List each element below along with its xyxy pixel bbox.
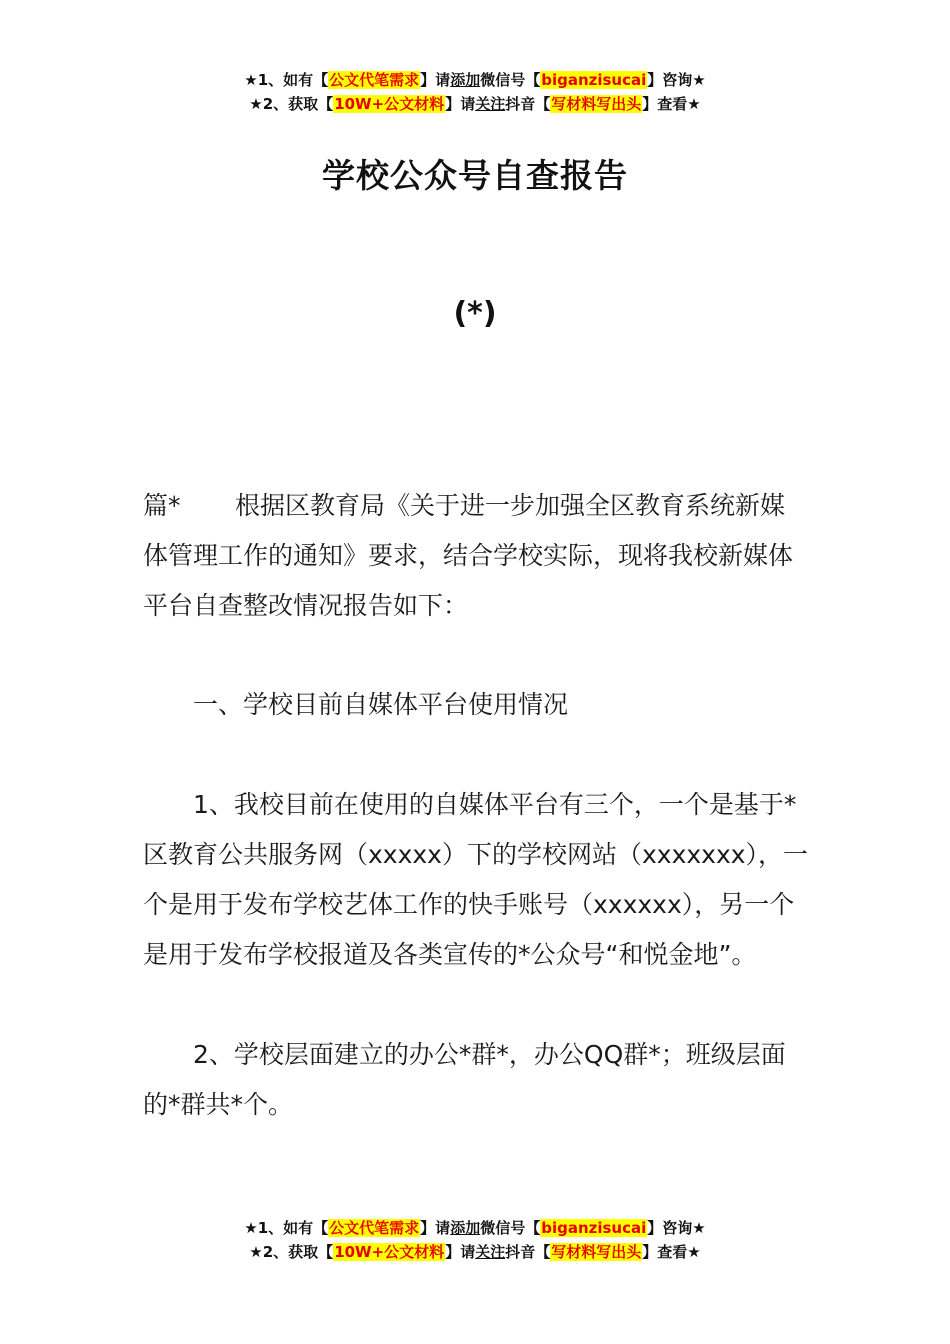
footer-line-2-highlight-douyin: 写材料写出头 xyxy=(551,1243,642,1261)
footer-line-2-mid: 】请 xyxy=(445,1243,476,1261)
banner-line-1-highlight-service: 公文代笔需求 xyxy=(329,71,420,89)
footer-line-2-highlight-materials: 10W+公文材料 xyxy=(334,1243,445,1261)
banner-line-1-underlined: 添加 xyxy=(450,71,481,89)
banner-line-1-mid: 】请 xyxy=(420,71,451,89)
footer-banner xyxy=(0,1216,950,1264)
footer-line-1 xyxy=(0,1216,950,1240)
footer-line-2 xyxy=(0,1240,950,1264)
banner-line-1-mid2: 微信号【 xyxy=(480,71,541,89)
banner-line-2-suffix: 】查看★ xyxy=(642,95,701,113)
footer-line-1-suffix: 】咨询★ xyxy=(647,1219,706,1237)
document-title: 学校公众号自查报告 xyxy=(322,156,628,195)
banner-line-2-highlight-douyin: 写材料写出头 xyxy=(551,95,642,113)
banner-line-1-prefix: ★1、如有【 xyxy=(244,71,329,89)
section-heading: 一、学校目前自媒体平台使用情况 xyxy=(193,690,569,719)
header-banner xyxy=(0,68,950,116)
intro-lead: 篇* xyxy=(143,491,181,520)
footer-line-2-mid2: 抖音【 xyxy=(505,1243,551,1261)
intro-text: 根据区教育局《关于进一步加强全区教育系统新媒体管理工作的通知》要求，结合学校实际，现将我校新媒体平台自查整改情况报告如下： xyxy=(143,491,794,620)
banner-line-2-prefix: ★2、获取【 xyxy=(249,95,334,113)
footer-line-1-underlined: 添加 xyxy=(450,1219,481,1237)
footer-line-2-prefix: ★2、获取【 xyxy=(249,1243,334,1261)
banner-line-2-highlight-materials: 10W+公文材料 xyxy=(334,95,445,113)
footer-line-2-suffix: 】查看★ xyxy=(642,1243,701,1261)
footer-line-1-highlight-service: 公文代笔需求 xyxy=(329,1219,420,1237)
banner-line-2 xyxy=(0,92,950,116)
banner-line-2-mid: 】请 xyxy=(445,95,476,113)
footer-line-1-mid2: 微信号【 xyxy=(480,1219,541,1237)
footer-line-2-underlined: 关注 xyxy=(475,1243,506,1261)
banner-line-2-mid2: 抖音【 xyxy=(505,95,551,113)
footer-line-1-mid: 】请 xyxy=(420,1219,451,1237)
banner-line-1-suffix: 】咨询★ xyxy=(647,71,706,89)
footer-line-1-prefix: ★1、如有【 xyxy=(244,1219,329,1237)
banner-line-1-highlight-wechat: biganzisucai xyxy=(541,71,647,89)
list-item-1: 1、我校目前在使用的自媒体平台有三个，一个是基于*区教育公共服务网（xxxxx）下的学校网站（xxxxxxx），一个是用于发布学校艺体工作的快手账号（xxxxxx），另一个是用于发布学校报道及各类宣传的*公众号“和悦金地”。 xyxy=(143,790,809,969)
banner-line-1 xyxy=(0,68,950,92)
banner-line-2-underlined: 关注 xyxy=(475,95,506,113)
document-subtitle: (*) xyxy=(453,296,497,331)
list-item-2: 2、学校层面建立的办公*群*，办公QQ群*；班级层面的*群共*个。 xyxy=(143,1040,786,1119)
intro-paragraph xyxy=(143,481,809,631)
footer-line-1-highlight-wechat: biganzisucai xyxy=(541,1219,647,1237)
